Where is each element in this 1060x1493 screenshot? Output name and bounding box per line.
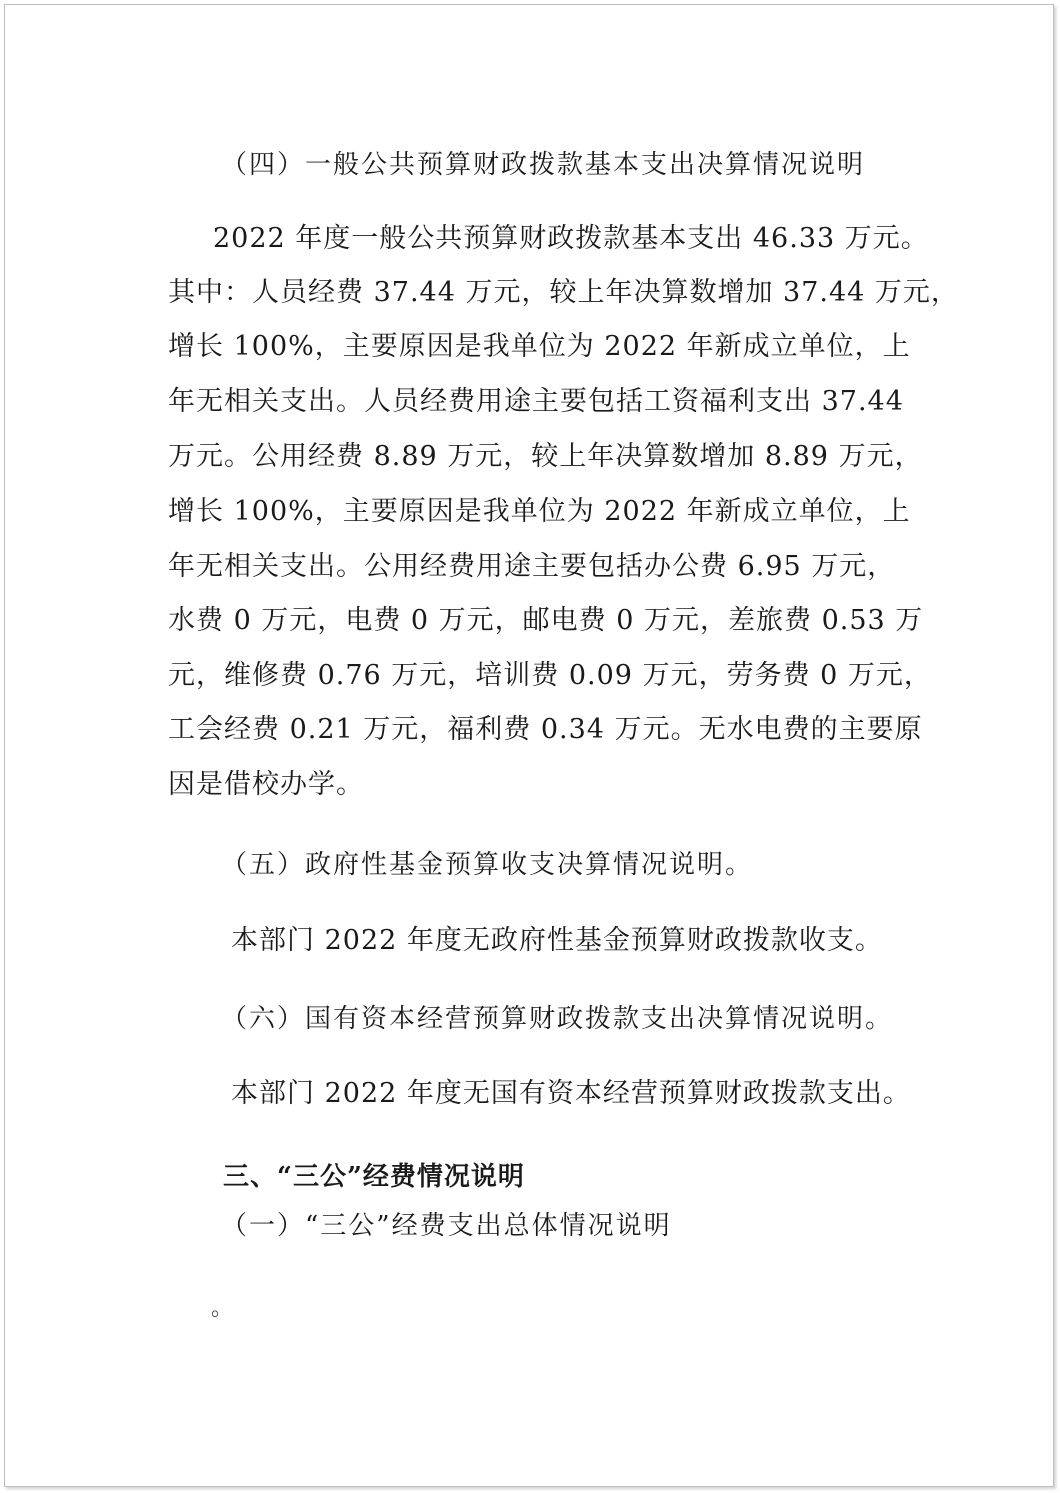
section-4-paragraph-line: 万元。公用经费 8.89 万元，较上年决算数增加 8.89 万元， <box>168 441 923 472</box>
stray-period-mark: 。 <box>211 1296 235 1321</box>
section-4-paragraph-line: 年无相关支出。人员经费用途主要包括工资福利支出 37.44 <box>168 386 904 417</box>
section-6-body: 本部门 2022 年度无国有资本经营预算财政拨款支出。 <box>231 1078 911 1109</box>
section-4-paragraph-line: 增长 100%，主要原因是我单位为 2022 年新成立单位，上 <box>168 331 911 362</box>
section-4-paragraph-line: 2022 年度一般公共预算财政拨款基本支出 46.33 万元。 <box>213 223 929 254</box>
section-4-paragraph-line: 工会经费 0.21 万元，福利费 0.34 万元。无水电费的主要原 <box>168 714 923 745</box>
section-5-body: 本部门 2022 年度无政府性基金预算财政拨款收支。 <box>231 925 883 956</box>
section-4-paragraph-line: 水费 0 万元，电费 0 万元，邮电费 0 万元，差旅费 0.53 万 <box>168 605 924 636</box>
section-4-paragraph-line: 元，维修费 0.76 万元，培训费 0.09 万元，劳务费 0 万元， <box>168 660 932 691</box>
section-6-heading: （六）国有资本经营预算财政拨款支出决算情况说明。 <box>221 1004 894 1034</box>
section-4-paragraph-line: 因是借校办学。 <box>168 769 364 800</box>
document-page <box>4 4 1054 1487</box>
part-3-subheading: （一）“三公”经费支出总体情况说明 <box>221 1211 672 1241</box>
section-4-paragraph-line: 其中：人员经费 37.44 万元，较上年决算数增加 37.44 万元， <box>168 277 959 308</box>
section-4-paragraph-line: 增长 100%，主要原因是我单位为 2022 年新成立单位，上 <box>168 496 911 527</box>
section-5-heading: （五）政府性基金预算收支决算情况说明。 <box>221 850 754 880</box>
part-3-heading: 三、“三公”经费情况说明 <box>223 1162 525 1192</box>
section-4-heading: （四）一般公共预算财政拨款基本支出决算情况说明 <box>221 150 866 180</box>
section-4-paragraph-line: 年无相关支出。公用经费用途主要包括办公费 6.95 万元， <box>168 551 896 582</box>
